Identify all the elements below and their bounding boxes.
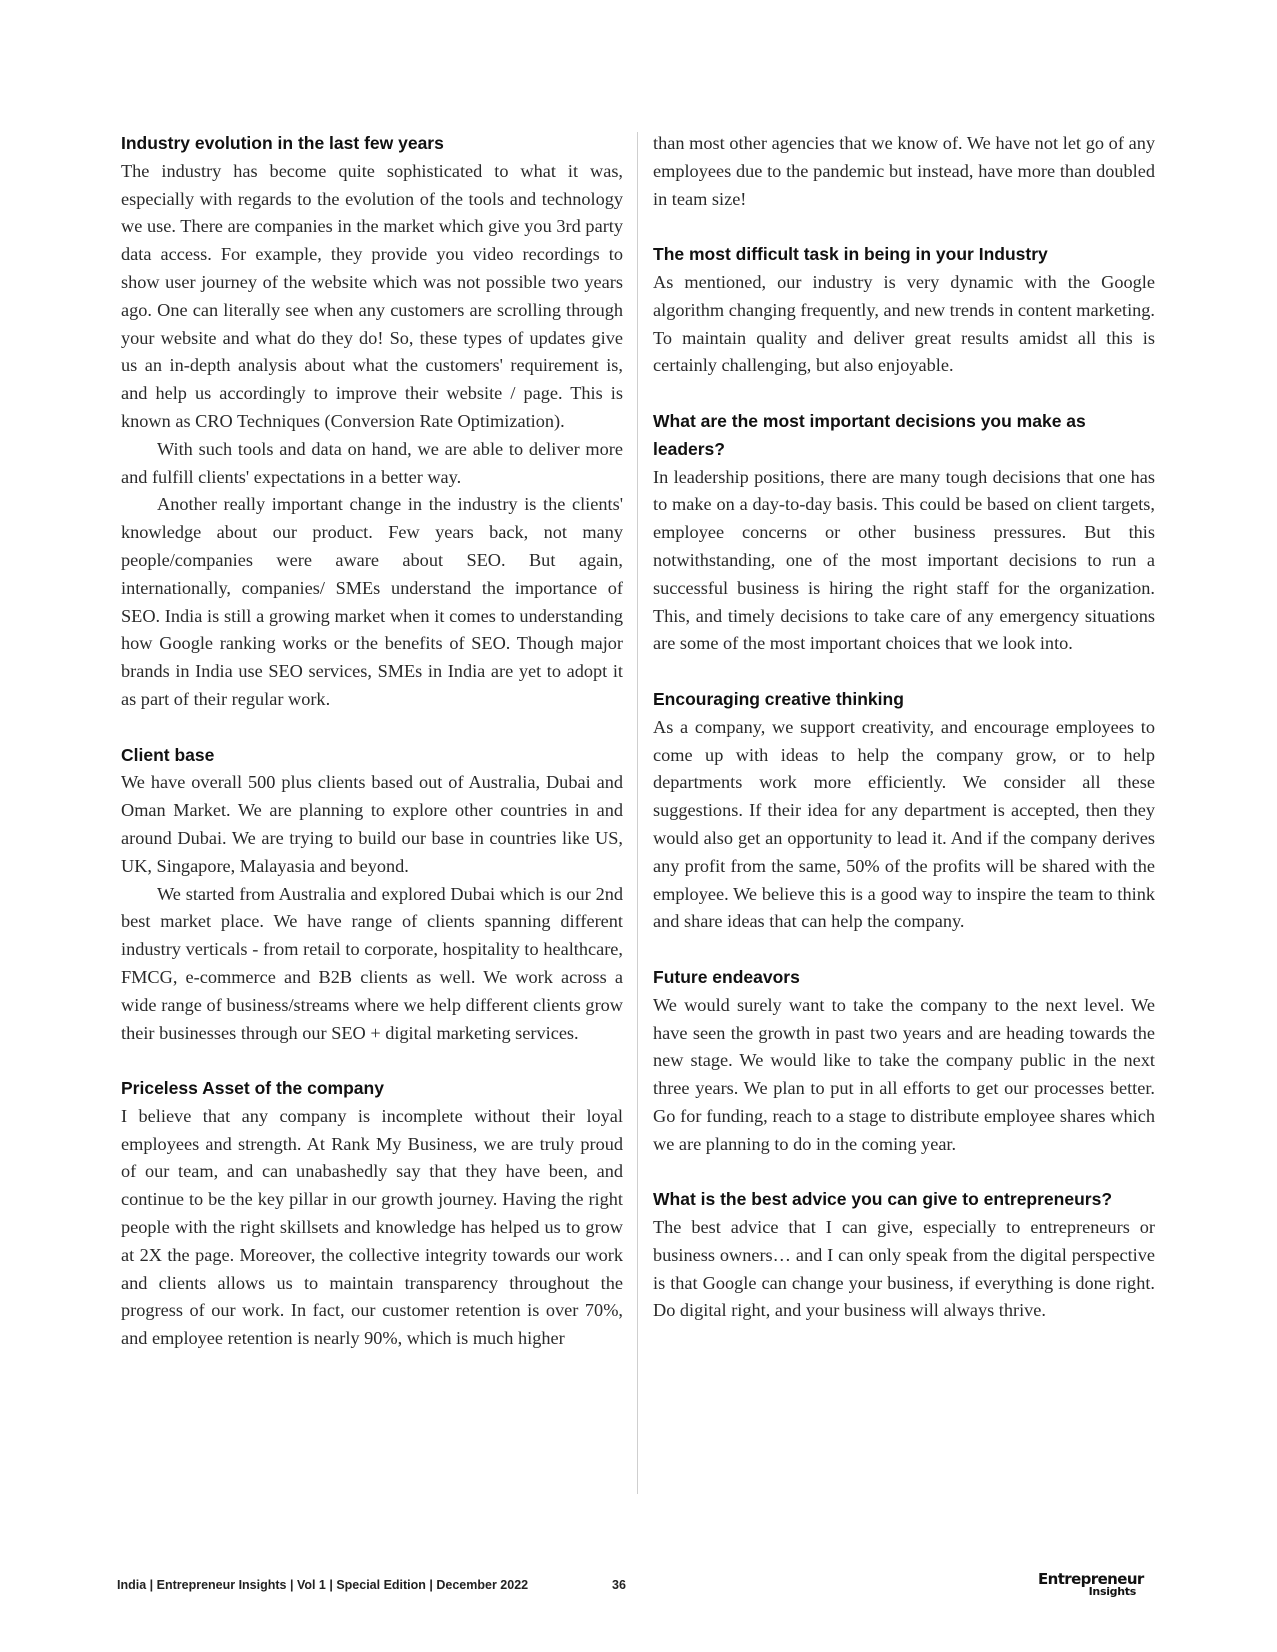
section-spacer <box>653 380 1155 408</box>
body-paragraph: The best advice that I can give, especially to entrepreneurs or business owners… and I can only speak from the digital perspective is that Google can change your business, if everything is done right. Do digital right, and your business will always thrive. <box>653 1217 1155 1321</box>
section-heading: What are the most important decisions you make as leaders? <box>653 410 1086 459</box>
body-paragraph: In leadership positions, there are many tough decisions that one has to make on a day-to-day basis. This could be based on client targets, employee concerns or other business pressures. But this notwithstanding, one of the most important decisions to run a successful business is hiring the right staff for the organization. This, and timely decisions to take care of any emergency situations are some of the most important choices that we look into. <box>653 466 1155 654</box>
section-spacer <box>121 1047 623 1075</box>
logo-line-1: Entrepreneur <box>1038 1570 1144 1588</box>
body-paragraph: As a company, we support creativity, and encourage employees to come up with ideas to help the company grow, or to help departments work more efficiently. We consider all these suggestions. If their idea for any department is accepted, then they would also get an opportunity to lead it. And if the company derives any profit from the same, 50% of the profits will be shared with the employee. We believe this is a good way to inspire the team to think and share ideas that can help the company. <box>653 716 1155 932</box>
body-paragraph: We have overall 500 plus clients based out of Australia, Dubai and Oman Market. We are planning to explore other countries in and around Dubai. We are trying to build our base in countries like US, UK, Singapore, Malayasia and beyond. <box>121 772 623 876</box>
section-heading: Industry evolution in the last few years <box>121 133 444 153</box>
column-divider <box>637 132 638 1494</box>
page-number: 36 <box>612 1578 626 1592</box>
section-spacer <box>653 936 1155 964</box>
section-spacer <box>653 1158 1155 1186</box>
left-column <box>121 130 623 1353</box>
body-paragraph: than most other agencies that we know of. We have not let go of any employees due to the pandemic but instead, have more than doubled in team size! <box>653 133 1155 209</box>
body-paragraph: We would surely want to take the company to the next level. We have seen the growth in past two years and are heading towards the new stage. We would like to take the company public in the next three years. We plan to put in all efforts to get our processes better. Go for funding, reach to a stage to distribute employee shares which we are planning to do in the coming year. <box>653 994 1155 1154</box>
section-spacer <box>653 213 1155 241</box>
body-paragraph: I believe that any company is incomplete without their loyal employees and strength. At Rank My Business, we are truly proud of our team, and can unabashedly say that they have been, and continue to be the key pillar in our growth journey. Having the right people with the right skillsets and knowledge has helped us to grow at 2X the page. Moreover, the collective integrity towards our work and clients allows us to maintain transparency throughout the progress of our work. In fact, our customer retention is over 70%, and employee retention is nearly 90%, which is much higher <box>121 1105 623 1349</box>
footer-publication-info: India | Entrepreneur Insights | Vol 1 | Special Edition | December 2022 <box>117 1578 529 1592</box>
section-heading: What is the best advice you can give to entrepreneurs? <box>653 1189 1113 1210</box>
logo-line-2: Insights <box>1088 1585 1136 1598</box>
section-heading: Future endeavors <box>653 966 800 987</box>
section-heading: The most difficult task in being in your Industry <box>653 244 1048 265</box>
section-heading: Priceless Asset of the company <box>121 1078 384 1099</box>
right-column <box>653 130 1155 1325</box>
entrepreneur-insights-logo <box>1038 1570 1144 1598</box>
section-heading: Client base <box>121 744 215 765</box>
body-paragraph: The industry has become quite sophisticated to what it was, especially with regards to the evolution of the tools and technology we use. There are companies in the market which give you 3rd party data access. For example, they provide you video recordings to show user journey of the website which was not possible two years ago. One can literally see when any customers are scrolling through your website and what do they do! So, these types of updates give us an in-depth analysis about what the customers' requirement is, and help us accordingly to improve their website / page. This is known as CRO Techniques (Conversion Rate Optimization). <box>121 160 623 431</box>
body-paragraph: With such tools and data on hand, we are able to deliver more and fulfill clients' expectations in a better way. <box>121 438 623 487</box>
section-spacer <box>121 714 623 742</box>
section-heading: Encouraging creative thinking <box>653 688 904 709</box>
section-spacer <box>653 658 1155 686</box>
body-paragraph: As mentioned, our industry is very dynamic with the Google algorithm changing frequently, and new trends in content marketing. To maintain quality and deliver great results amidst all this is certainly challenging, but also enjoyable. <box>653 271 1155 376</box>
body-paragraph: Another really important change in the industry is the clients' knowledge about our product. Few years back, not many people/companies were aware about SEO. But again, internationally, companies/ SMEs understand the importance of SEO. India is still a growing market when it comes to understanding how Google ranking works or the benefits of SEO. Though major brands in India use SEO services, SMEs in India are yet to adopt it as part of their regular work. <box>121 494 623 709</box>
body-paragraph: We started from Australia and explored Dubai which is our 2nd best market place. We have range of clients spanning different industry verticals - from retail to corporate, hospitality to healthcare, FMCG, e-commerce and B2B clients as well. We work across a wide range of business/streams where we help different clients grow their businesses through our SEO + digital marketing services. <box>121 883 623 1043</box>
